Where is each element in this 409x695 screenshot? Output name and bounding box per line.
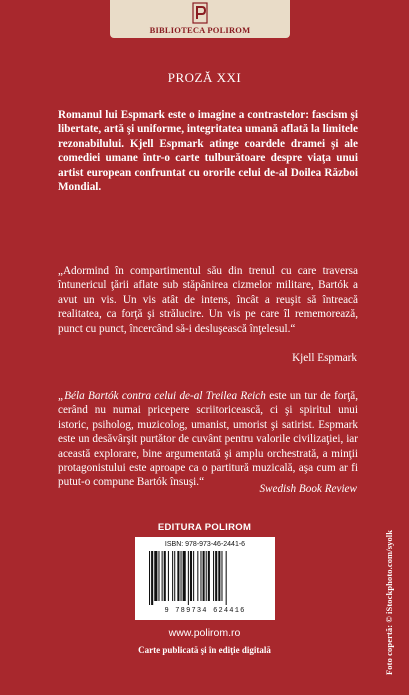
- photo-credit: Foto copertă: © iStockphoto.com/syolk: [384, 529, 394, 675]
- publisher-logo: [110, 0, 290, 38]
- review-quote: [58, 389, 358, 490]
- series-title: PROZĂ XXI: [167, 70, 242, 85]
- barcode-icon: [149, 551, 261, 605]
- author-quote: „Adormind în compartimentul său din trenul cu care traversa întunericul ţării aflate sub stăpânirea cizmelor militare, Bartók a avut un vis. Un vis atât de intens, încât a reuşit să întreacă realitatea, ca forţă şi strălucire. Un vis pe care îl rememorează, punct cu punct, încercând să-i desluşească înţelesul.“: [58, 265, 358, 335]
- review-text: este un tur de forţă, cerând nu numai pricepere scriitoricească, ci şi spiritul unui istoric, psiholog, muzicolog, umanist, umorist şi satirist. Espmark este un desăvârşit purtător de cuvânt pentru valorile civilizaţiei, iar această explorare, bine argumentată şi amplu orchestrată, a minţii protagonistului este aproape ca o partitură muzicală, aşa cum ar fi putut-o compune Bartók însuşi.“: [58, 390, 359, 489]
- author-attribution: Kjell Espmark: [292, 352, 357, 364]
- logo-label: BIBLIOTECA POLIROM: [149, 25, 251, 35]
- digital-edition-note: Carte publicată şi în ediţie digitală: [138, 645, 271, 655]
- publisher-website: www.polirom.ro: [168, 627, 241, 639]
- publisher-name: EDITURA POLIROM: [157, 522, 252, 533]
- review-book-title: „Béla Bartók contra celui de-al Treilea Reich: [58, 390, 266, 402]
- barcode-number: 9 789734 624416: [164, 607, 246, 615]
- p-monogram-icon: [189, 2, 211, 24]
- review-attribution: Swedish Book Review: [259, 483, 357, 495]
- barcode: [135, 537, 275, 620]
- book-blurb: Romanul lui Espmark este o imagine a contrastelor: fascism şi libertate, artă şi uniforme, integritatea umană aflată la limitele rezonabilului. Kjell Espmark atinge coardele dramei şi ale comediei umane într-o carte tulburătoare despre viaţa unui artist european confruntat cu ororile celui de-al Doilea Război Mondial.: [58, 109, 358, 194]
- isbn-number: ISBN: 978-973-46-2441-6: [164, 541, 246, 548]
